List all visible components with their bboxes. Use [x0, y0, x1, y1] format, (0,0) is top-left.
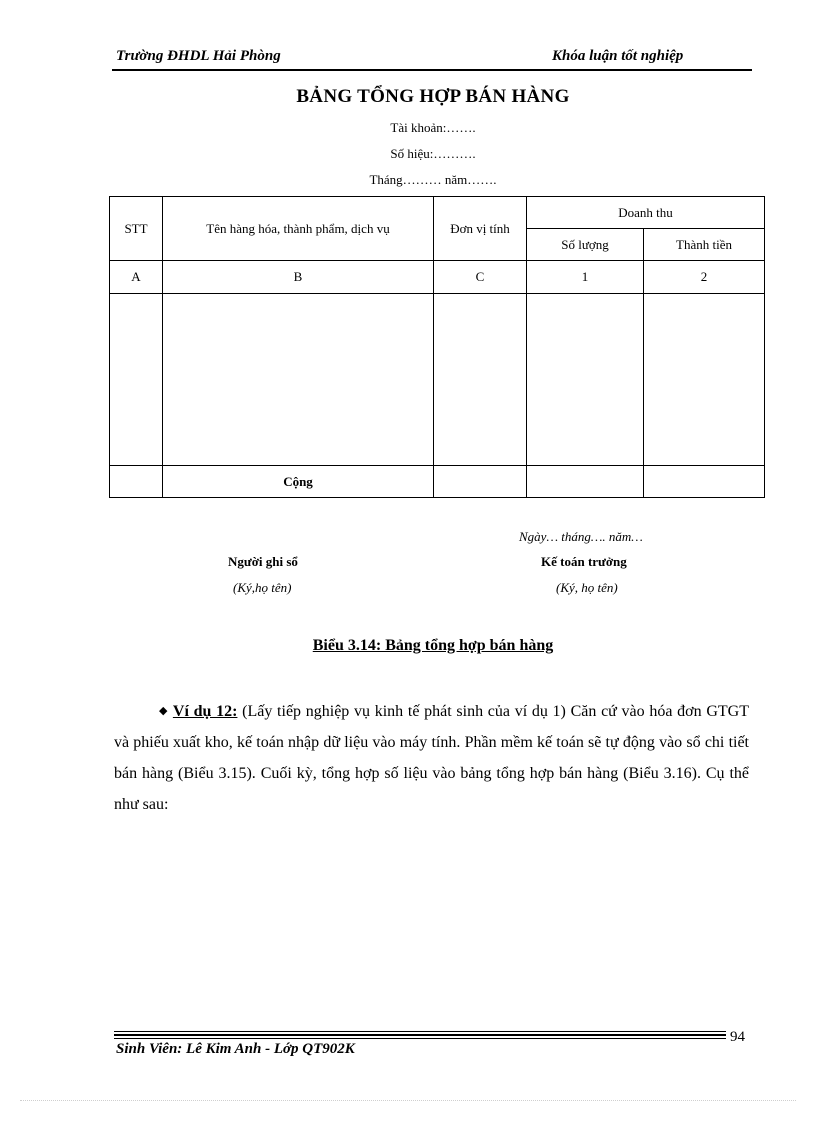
col-amount-header: Thành tiền: [644, 229, 765, 261]
page-number: 94: [730, 1029, 745, 1045]
table-code-row: [110, 261, 765, 294]
footer-rule-bottom: [114, 1038, 726, 1039]
signature-date: Ngày… tháng…. năm…: [519, 529, 643, 544]
empty-cell: [527, 294, 644, 466]
header-thesis: Khóa luận tốt nghiệp: [552, 48, 684, 64]
header-school: Trường ĐHDL Hải Phòng: [116, 48, 281, 64]
col-revenue-header: Doanh thu: [527, 197, 765, 229]
code-cell: A: [110, 261, 163, 294]
col-unit-header: Đơn vị tính: [434, 197, 527, 261]
table-total-row: [110, 466, 765, 498]
code-cell: B: [163, 261, 434, 294]
empty-cell: [527, 466, 644, 498]
table-body-row: [110, 294, 765, 466]
empty-cell: [110, 466, 163, 498]
page-bottom-border: [20, 1100, 796, 1101]
col-name-header: Tên hàng hóa, thành phẩm, dịch vụ: [163, 197, 434, 261]
signature-chief-note: (Ký, họ tên): [556, 580, 618, 595]
form-account: Tài khoản:…….: [390, 120, 476, 135]
empty-cell: [434, 294, 527, 466]
example-label: Ví dụ 12:: [172, 703, 238, 720]
signature-recorder-note: (Ký,họ tên): [233, 580, 292, 595]
table-header-row: [110, 197, 765, 229]
empty-cell: [644, 466, 765, 498]
header-rule: [112, 69, 752, 71]
col-qty-header: Số lượng: [527, 229, 644, 261]
signature-chief-accountant: Kế toán trưởng: [541, 554, 627, 569]
footer-student: Sinh Viên: Lê Kim Anh - Lớp QT902K: [116, 1041, 355, 1057]
footer-rule-top: [114, 1031, 726, 1032]
example-text: (Lấy tiếp nghiệp vụ kinh tế phát sinh của ví dụ 1) Căn cứ vào hóa đơn GTGT và phiếu xuất kho, kế toán nhập dữ liệu vào máy tính. Phần mềm kế toán sẽ tự động vào sổ chi tiết bán hàng (Biểu 3.15). Cuối kỳ, tổng hợp số liệu vào bảng tổng hợp bán hàng (Biểu 3.16). Cụ thể như sau:: [114, 703, 750, 813]
empty-cell: [163, 294, 434, 466]
figure-caption: Biểu 3.14: Bảng tổng hợp bán hàng: [312, 637, 554, 654]
empty-cell: [110, 294, 163, 466]
form-number: Số hiệu:……….: [390, 146, 476, 161]
example-paragraph: [114, 696, 749, 820]
empty-cell: [644, 294, 765, 466]
empty-cell: [434, 466, 527, 498]
total-label: Cộng: [163, 466, 434, 498]
code-cell: 2: [644, 261, 765, 294]
sales-summary-table: [109, 196, 765, 498]
form-period: Tháng……… năm…….: [369, 172, 497, 187]
code-cell: 1: [527, 261, 644, 294]
form-title: BẢNG TỔNG HỢP BÁN HÀNG: [296, 86, 570, 107]
signature-recorder: Người ghi sổ: [228, 554, 298, 569]
col-stt-header: STT: [110, 197, 163, 261]
diamond-bullet-icon: ◆: [159, 705, 169, 717]
footer-rule-middle: [114, 1034, 726, 1036]
code-cell: C: [434, 261, 527, 294]
